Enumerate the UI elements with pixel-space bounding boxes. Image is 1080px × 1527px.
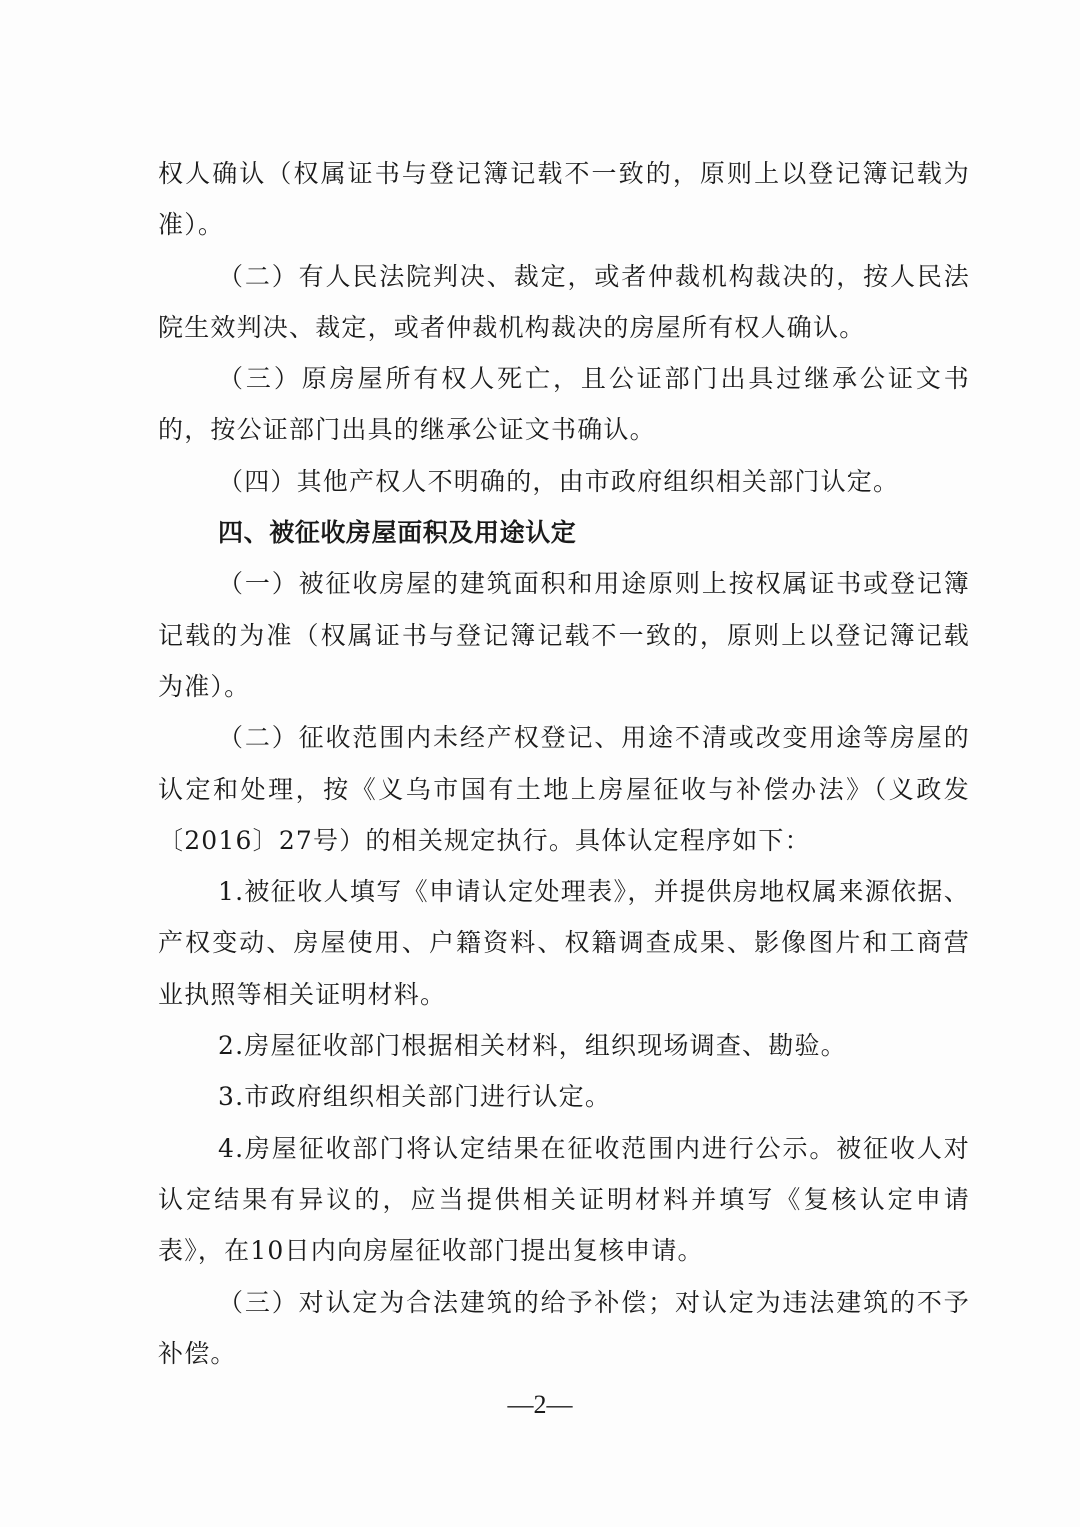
procedure-step-1: 1.被征收人填写《申请认定处理表》，并提供房地权属来源依据、产权变动、房屋使用、户籍资料、权籍调查成果、影像图片和工商营业执照等相关证明材料。 bbox=[158, 877, 970, 1009]
section-heading: 四、被征收房屋面积及用途认定 bbox=[218, 518, 577, 548]
paragraph-area-usage-1: （一）被征收房屋的建筑面积和用途原则上按权属证书或登记簿记载的为准（权属证书与登记簿记载不一致的，原则上以登记簿记载为准）。 bbox=[158, 569, 970, 701]
paragraph-area-usage-2: （二）征收范围内未经产权登记、用途不清或改变用途等房屋的认定和处理，按《义乌市国有土地上房屋征收与补偿办法》（义政发〔2016〕27号）的相关规定执行。具体认定程序如下： bbox=[158, 723, 970, 855]
paragraph-area-usage-3: （三）对认定为合法建筑的给予补偿；对认定为违法建筑的不予补偿。 bbox=[158, 1287, 970, 1368]
document-body bbox=[158, 148, 970, 1379]
page-number: —2— bbox=[507, 1390, 573, 1419]
procedure-step-4: 4.房屋征收部门将认定结果在征收范围内进行公示。被征收人对认定结果有异议的，应当提供相关证明材料并填写《复核认定申请表》，在10日内向房屋征收部门提出复核申请。 bbox=[158, 1133, 970, 1266]
paragraph-item-2: （二）有人民法院判决、裁定，或者仲裁机构裁决的，按人民法院生效判决、裁定，或者仲裁机构裁决的房屋所有权人确认。 bbox=[158, 261, 970, 342]
paragraph-continuation: 权人确认（权属证书与登记簿记载不一致的，原则上以登记簿记载为准）。 bbox=[158, 159, 970, 240]
paragraph-item-4: （四）其他产权人不明确的，由市政府组织相关部门认定。 bbox=[218, 466, 900, 496]
procedure-step-3: 3.市政府组织相关部门进行认定。 bbox=[218, 1082, 612, 1112]
procedure-step-2: 2.房屋征收部门根据相关材料，组织现场调查、勘验。 bbox=[218, 1031, 847, 1061]
paragraph-item-3: （三）原房屋所有权人死亡，且公证部门出具过继承公证文书的，按公证部门出具的继承公证文书确认。 bbox=[158, 364, 970, 445]
